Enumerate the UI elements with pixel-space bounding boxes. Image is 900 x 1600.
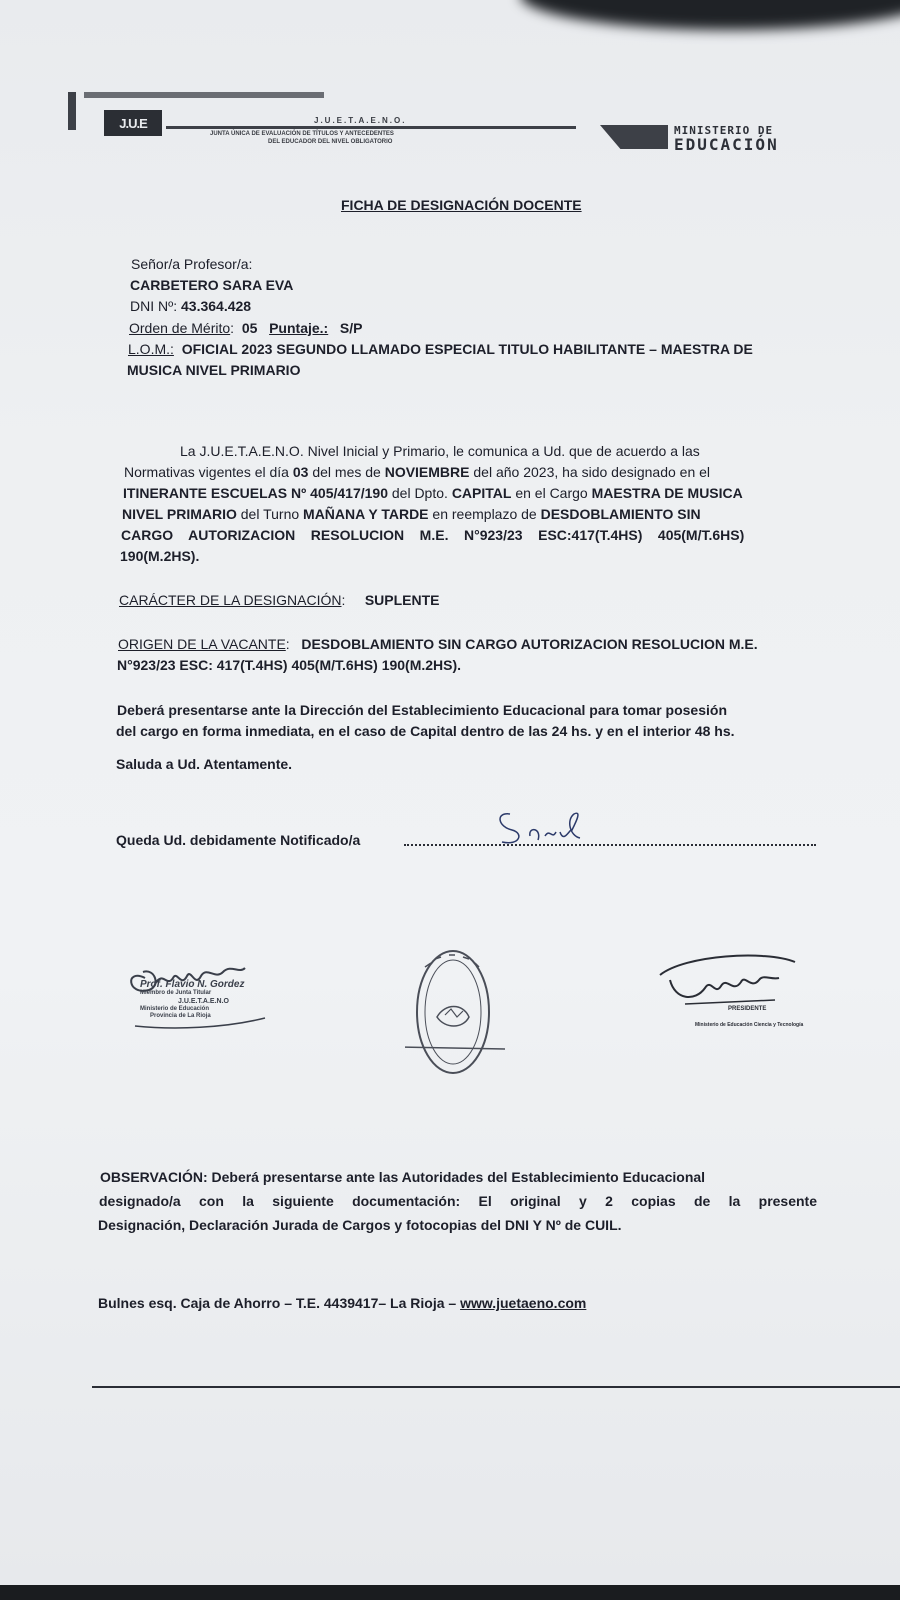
recipient-signature <box>490 802 600 852</box>
origin-label: ORIGEN DE LA VACANTE <box>118 636 286 652</box>
merit-value: 05 <box>241 320 258 336</box>
comm-text-2b: del mes de <box>312 464 381 480</box>
comm-line-1: La J.U.E.T.A.E.N.O. Nivel Inicial y Primario, le comunica a Ud. que de acuerdo a las <box>180 443 700 459</box>
role-2: NIVEL PRIMARIO <box>122 506 237 522</box>
role-1: MAESTRA DE MUSICA <box>591 485 743 501</box>
shift: MAÑANA Y TARDE <box>303 506 429 522</box>
replacement-2: CARGO AUTORIZACION RESOLUCION M.E. N°923/23 ESC:417(T.4HS) 405(M/T.6HS) <box>121 527 745 543</box>
right-signer-role: PRESIDENTE <box>728 1006 767 1012</box>
footer <box>98 1293 586 1314</box>
comm-line-2 <box>124 462 804 483</box>
lom-row <box>128 339 753 360</box>
page-title: FICHA DE DESIGNACIÓN DOCENTE <box>341 197 582 213</box>
left-signer-role-3: Ministerio de Educación <box>140 1006 210 1012</box>
ministry-logo <box>674 124 779 152</box>
official-seal <box>405 945 515 1080</box>
score-value: S/P <box>339 320 363 336</box>
org-fullname-2: DEL EDUCADOR DEL NIVEL OBLIGATORIO <box>268 139 393 145</box>
left-signer-role-2: J.U.E.T.A.E.N.O <box>178 998 229 1005</box>
replacement-3: 190(M.2HS). <box>120 548 200 564</box>
dni-row <box>130 296 251 317</box>
juetaeno-logo <box>104 110 162 136</box>
comm-text-4b: en reemplazo de <box>432 506 537 522</box>
designation-month: NOVIEMBRE <box>384 464 470 480</box>
origin-row: ORIGEN DE LA VACANTE: DESDOBLAMIENTO SIN CARGO AUTORIZACION RESOLUCION M.E. <box>118 636 758 652</box>
department: CAPITAL <box>451 485 512 501</box>
replacement-1: DESDOBLAMIENTO SIN <box>540 506 701 522</box>
background-shadow <box>520 0 900 30</box>
footer-website-link[interactable]: www.juetaeno.com <box>460 1295 587 1311</box>
character-row: CARÁCTER DE LA DESIGNACIÓN: SUPLENTE <box>119 592 440 608</box>
character-label: CARÁCTER DE LA DESIGNACIÓN <box>119 592 342 608</box>
lom-value-1: OFICIAL 2023 SEGUNDO LLAMADO ESPECIAL TITULO HABILITANTE – MAESTRA DE <box>181 341 753 357</box>
comm-line-4 <box>122 504 802 525</box>
dni-label: DNI Nº: <box>130 298 178 314</box>
notified-label: Queda Ud. debidamente Notificado/a <box>116 832 361 848</box>
observation-text-1: Deberá presentarse ante las Autoridades del Establecimiento Educacional <box>211 1169 706 1185</box>
origin-value-1: DESDOBLAMIENTO SIN CARGO AUTORIZACION RESOLUCION M.E. <box>301 636 758 652</box>
comm-text-2c: del año 2023, ha sido designado en el <box>473 464 711 480</box>
footer-rule <box>92 1386 900 1388</box>
header-bar-vertical <box>68 92 76 130</box>
dni-value: 43.364.428 <box>181 298 252 314</box>
left-signer-role-4: Provincia de La Rioja <box>150 1013 211 1019</box>
designation-day: 03 <box>292 464 309 480</box>
right-signature <box>655 950 805 1025</box>
right-signer-org: Ministerio de Educación Ciencia y Tecnología <box>695 1022 804 1028</box>
observation-line-2: designado/a con la siguiente documentación: El original y 2 copias de la presente <box>99 1193 817 1209</box>
ministry-mark <box>600 125 668 149</box>
instructions-1: Deberá presentarse ante la Dirección del Establecimiento Educacional para tomar posesión <box>117 702 727 718</box>
character-value: SUPLENTE <box>364 592 440 608</box>
observation-label: OBSERVACIÓN: <box>100 1169 208 1185</box>
comm-text-2a: Normativas vigentes el día <box>124 464 289 480</box>
header-rule <box>166 126 576 129</box>
comm-text-4a: del Turno <box>240 506 300 522</box>
org-acronym: J.U.E.T.A.E.N.O. <box>314 116 407 125</box>
school-name: ITINERANTE ESCUELAS Nº 405/417/190 <box>123 485 388 501</box>
logo-text: J.U.E <box>119 115 147 131</box>
observation-line-1 <box>100 1167 818 1188</box>
footer-address: Bulnes esq. Caja de Ahorro – T.E. 4439417– La Rioja – <box>98 1295 457 1311</box>
recipient-name: CARBETERO SARA EVA <box>130 277 294 293</box>
merit-label: Orden de Mérito <box>129 320 231 336</box>
instructions-2: del cargo en forma inmediata, en el caso de Capital dentro de las 24 hs. y en el interior 48 hs. <box>116 723 735 739</box>
signature-dotted-line <box>404 844 816 846</box>
salutation: Señor/a Profesor/a: <box>131 256 253 272</box>
ministry-line2: EDUCACIÓN <box>674 135 779 154</box>
lom-label: L.O.M.: <box>128 341 174 357</box>
comm-text-3a: del Dpto. <box>391 485 448 501</box>
closing: Saluda a Ud. Atentamente. <box>116 756 293 772</box>
score-label: Puntaje.: <box>269 320 329 336</box>
merit-row: Orden de Mérito: 05 Puntaje.: S/P <box>129 320 363 336</box>
lom-value-2: MUSICA NIVEL PRIMARIO <box>127 362 301 378</box>
left-signer-name: Prof. Flavio N. Gordez <box>140 979 245 990</box>
comm-text-3b: en el Cargo <box>515 485 588 501</box>
bottom-edge-shadow <box>0 1585 900 1600</box>
org-fullname-1: JUNTA ÚNICA DE EVALUACIÓN DE TÍTULOS Y ANTECEDENTES <box>210 131 394 137</box>
left-signer-role-1: Miembro de Junta Titular <box>140 990 212 996</box>
origin-value-2: N°923/23 ESC: 417(T.4HS) 405(M/T.6HS) 190(M.2HS). <box>117 657 462 673</box>
ministry-line1: MINISTERIO DE <box>674 124 774 137</box>
observation-line-3: Designación, Declaración Jurada de Cargos y fotocopias del DNI Y Nº de CUIL. <box>98 1217 622 1233</box>
header-bar-top <box>84 92 324 98</box>
comm-line-3 <box>123 483 803 504</box>
